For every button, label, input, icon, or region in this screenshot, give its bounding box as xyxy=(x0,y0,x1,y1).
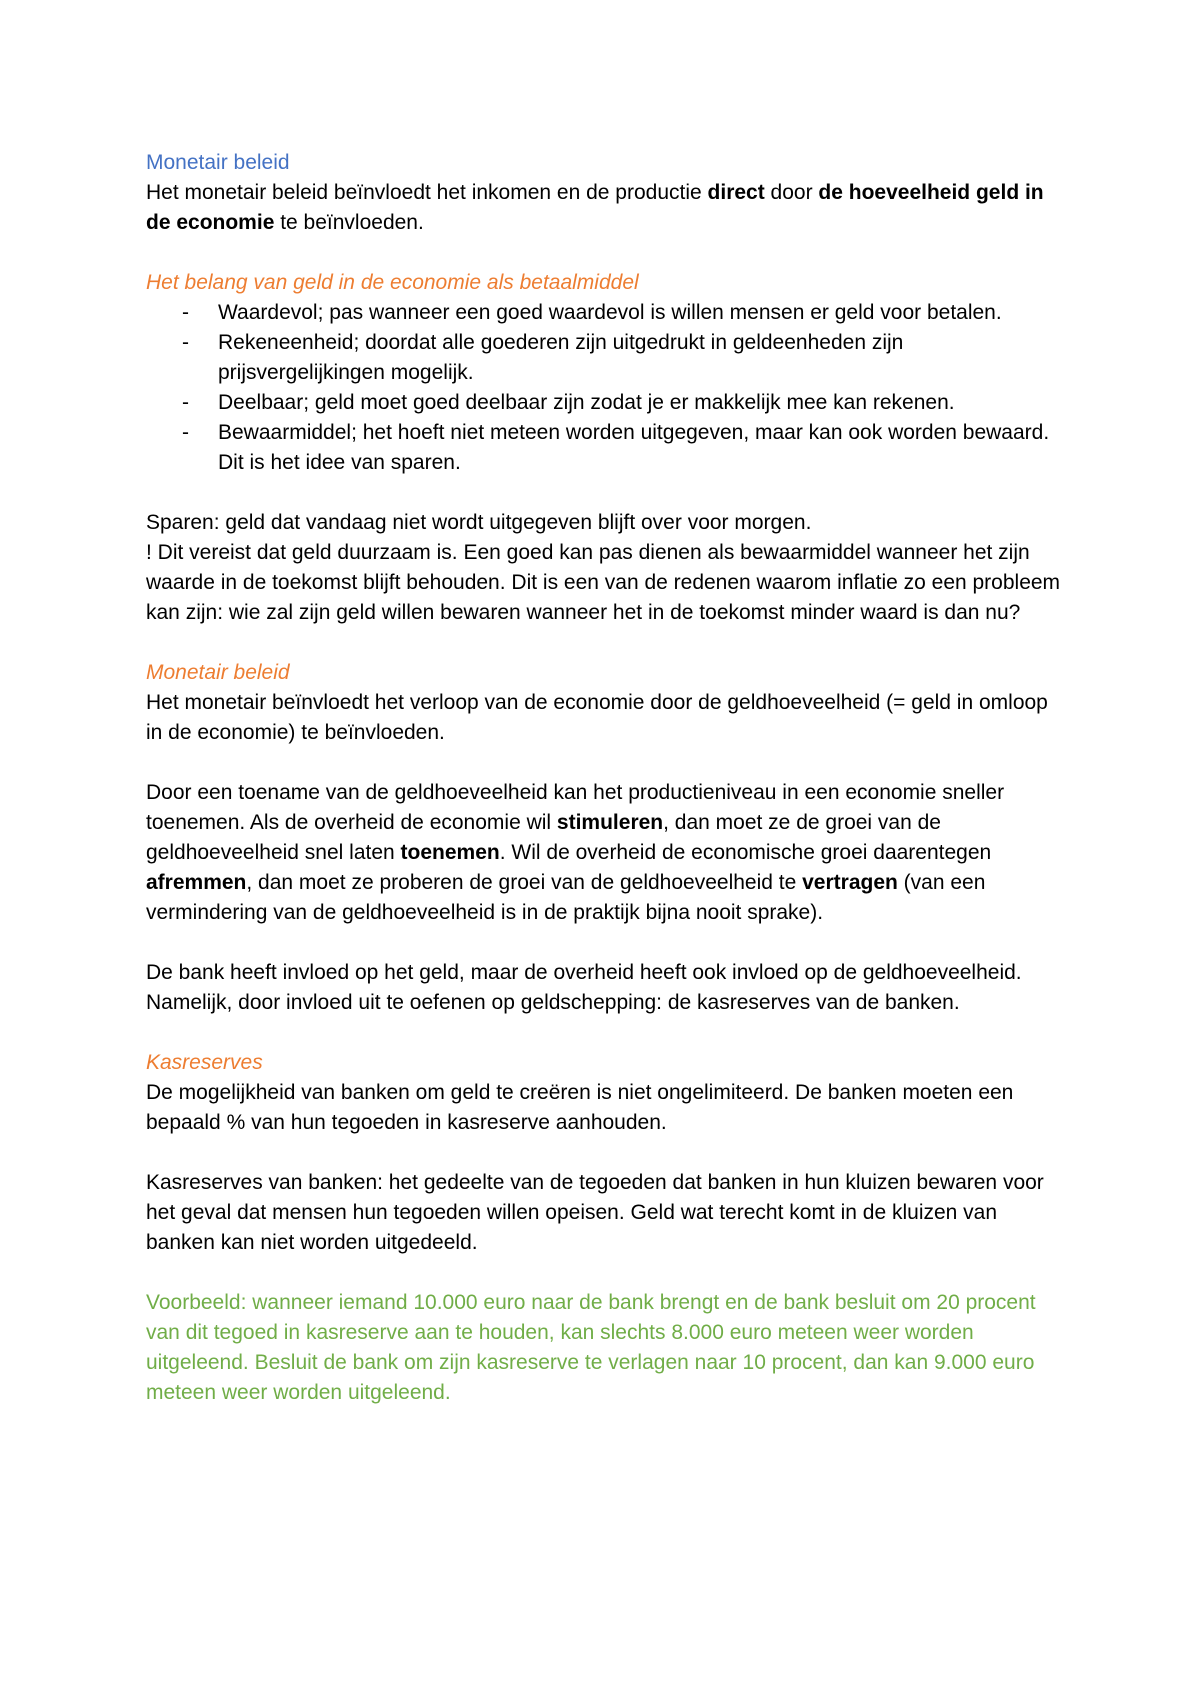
money-functions-list xyxy=(146,298,1070,478)
monetair-paragraph: Het monetair beïnvloedt het verloop van de economie door de geldhoeveelheid (= geld in omloop in de economie) te beïnvloeden. xyxy=(146,691,1048,744)
sparen-definition: Sparen: geld dat vandaag niet wordt uitgegeven blijft over voor morgen. xyxy=(146,511,812,534)
list-item: - Deelbaar; geld moet goed deelbaar zijn zodat je er makkelijk mee kan rekenen. xyxy=(218,388,1070,418)
warning-paragraph: ! Dit vereist dat geld duurzaam is. Een goed kan pas dienen als bewaarmiddel wanneer het zijn waarde in de toekomst blijft behouden. Dit is een van de redenen waarom inflatie zo een probleem kan zijn: wie zal zijn geld willen bewaren wanneer het in de toekomst minder waard is dan nu? xyxy=(146,541,1061,624)
list-item: - Rekeneenheid; doordat alle goederen zijn uitgedrukt in geldeenheden zijn prijsvergelijkingen mogelijk. xyxy=(218,328,1070,388)
section-heading-belang-van-geld: Het belang van geld in de economie als betaalmiddel xyxy=(146,271,639,294)
intro-paragraph: Het monetair beleid beïnvloedt het inkomen en de productie direct door de hoeveelheid geld in de economie te beïnvloeden. xyxy=(146,181,1044,234)
section-heading-monetair-beleid: Monetair beleid xyxy=(146,151,290,174)
list-item: - Waardevol; pas wanneer een goed waardevol is willen mensen er geld voor betalen. xyxy=(218,298,1070,328)
bank-invloed-paragraph: De bank heeft invloed op het geld, maar de overheid heeft ook invloed op de geldhoeveelheid. Namelijk, door invloed uit te oefenen op geldschepping: de kasreserves van de banken. xyxy=(146,961,1022,1014)
example-paragraph: Voorbeeld: wanneer iemand 10.000 euro naar de bank brengt en de bank besluit om 20 procent van dit tegoed in kasreserve aan te houden, kan slechts 8.000 euro meteen weer worden uitgeleend. Besluit de bank om zijn kasreserve te verlagen naar 10 procent, dan kan 9.000 euro meteen weer worden uitgeleend. xyxy=(146,1291,1036,1404)
kasreserves-paragraph-2: Kasreserves van banken: het gedeelte van de tegoeden dat banken in hun kluizen bewaren voor het geval dat mensen hun tegoeden willen opeisen. Geld wat terecht komt in de kluizen van banken kan niet worden uitgedeeld. xyxy=(146,1171,1044,1254)
kasreserves-paragraph-1: De mogelijkheid van banken om geld te creëren is niet ongelimiteerd. De banken moeten een bepaald % van hun tegoeden in kasreserve aanhouden. xyxy=(146,1081,1014,1134)
list-item: - Bewaarmiddel; het hoeft niet meteen worden uitgegeven, maar kan ook worden bewaard. Dit is het idee van sparen. xyxy=(218,418,1070,478)
section-heading-kasreserves: Kasreserves xyxy=(146,1051,263,1074)
geldhoeveelheid-paragraph: Door een toename van de geldhoeveelheid kan het productieniveau in een economie sneller toenemen. Als de overheid de economie wil stimuleren, dan moet ze de groei van de geldhoeveelheid snel laten toenemen. Wil de overheid de economische groei daarentegen afremmen, dan moet ze proberen de groei van de geldhoeveelheid te vertragen (van een vermindering van de geldhoeveelheid is in de praktijk bijna nooit sprake). xyxy=(146,781,1005,924)
section-heading-monetair-beleid-2: Monetair beleid xyxy=(146,661,290,684)
